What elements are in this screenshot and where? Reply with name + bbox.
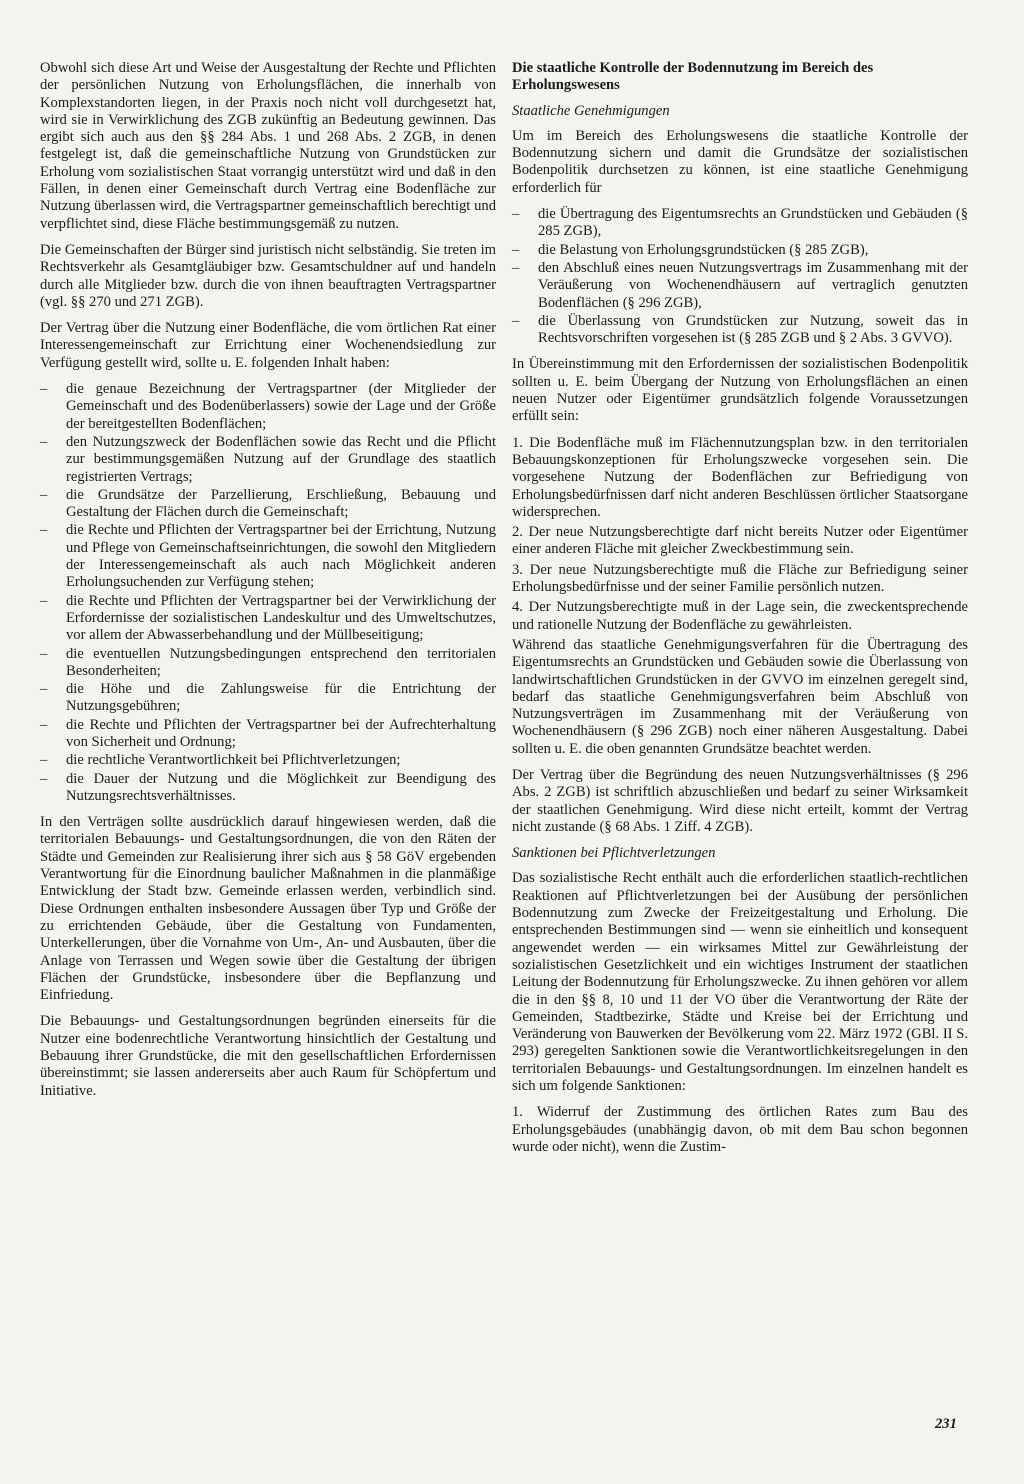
list-item: – die Überlassung von Grundstücken zur Nutzung, soweit das in Rechtsvorschriften vorgesehen ist (§ 285 ZGB und § 2 Abs. 3 GVVO). (512, 313, 968, 348)
paragraph: Der Vertrag über die Begründung des neuen Nutzungsverhältnisses (§ 296 Abs. 2 ZGB) ist schriftlich abzuschließen und bedarf zu seiner Wirksamkeit der staatlichen Genehmigung. Wird diese nicht erteilt, kommt der Vertrag nicht zustande (§ 68 Abs. 1 Ziff. 4 ZGB). (512, 766, 968, 835)
right-column (512, 60, 968, 1165)
list-item: – die rechtliche Verantwortlichkeit bei Pflichtverletzungen; (40, 752, 496, 769)
requirements-list (512, 435, 968, 634)
list-item: – die Grundsätze der Parzellierung, Erschließung, Bebauung und Gestaltung der Flächen durch die Gemeinschaft; (40, 487, 496, 522)
list-item: – den Nutzungszweck der Bodenflächen sowie das Recht und die Pflicht zur bestimmungsgemäßen Nutzung auf der Grundlage des staatlich registrierten Vertrags; (40, 434, 496, 486)
paragraph: In den Verträgen sollte ausdrücklich darauf hingewiesen werden, daß die territorialen Bebauungs- und Gestaltungsordnungen, die von den Räten der Städte und Gemeinden zur Realisierung ihrer sich aus § 58 GöV ergebenden Verantwortung für die Einordnung baulicher Maßnahmen in die planmäßige Entwicklung der Stadt bzw. Gemeinde erlassen werden, verbindlich sind. Diese Ordnungen enthalten insbesondere Aussagen über Typ und Größe der zu errichtenden Gebäude, über die Gestaltung von Fundamenten, Unterkellerungen, über die Vornahme von Um-, An- und Ausbauten, über die Anlage von Terrassen und Wegen sowie über die Gestaltung der übrigen Flächen der Grundstücke, insbesondere über die Bepflanzung und Einfriedung. (40, 814, 496, 1004)
left-column (40, 60, 496, 1109)
list-item: – die eventuellen Nutzungsbedingungen entsprechend den territorialen Besonderheiten; (40, 646, 496, 681)
subsection-heading: Sanktionen bei Pflichtverletzungen (512, 845, 716, 862)
list-item: – die Höhe und die Zahlungsweise für die Entrichtung der Nutzungsgebühren; (40, 681, 496, 716)
list-item: – die Rechte und Pflichten der Vertragspartner bei der Aufrechterhaltung von Sicherheit und Ordnung; (40, 717, 496, 752)
approval-list (512, 206, 968, 347)
numbered-item: 2. Der neue Nutzungsberechtigte darf nicht bereits Nutzer oder Eigentümer einer anderen Fläche mit gleicher Zweckbestimmung sein. (512, 524, 968, 558)
paragraph: Obwohl sich diese Art und Weise der Ausgestaltung der Rechte und Pflichten der persönlichen Nutzung von Erholungsflächen, die innerhalb von Komplexstandorten liegen, in der Praxis noch nicht voll durchgesetzt hat, wird sie in Verwirklichung des ZGB zukünftig an Bedeutung gewinnen. Das ergibt sich auch aus den §§ 284 Abs. 1 und 268 Abs. 2 ZGB, in denen festgelegt ist, daß die gemeinschaftliche Nutzung von Grundstücken zur Erholung vom sozialistischen Staat vorrangig unterstützt wird und daß in den Fällen, in denen einer Gemeinschaft durch Vertrag eine Bodenfläche zur Nutzung überlassen wird, die Vertragspartner gemeinschaftlich berechtigt und verpflichtet sind, diese Fläche bestimmungsgemäß zu nutzen. (40, 60, 496, 232)
paragraph: Der Vertrag über die Nutzung einer Bodenfläche, die vom örtlichen Rat einer Interessengemeinschaft zur Errichtung einer Wochenendsiedlung zur Verfügung gestellt wird, sollte u. E. folgenden Inhalt haben: (40, 320, 496, 371)
paragraph: Die Bebauungs- und Gestaltungsordnungen begründen einerseits für die Nutzer eine bodenrechtliche Verantwortung hinsichtlich der Gestaltung und Bebauung ihrer Grundstücke, die mit den gesellschaftlichen Erfordernissen übereinstimmt; sie lassen andererseits aber auch Raum für Schöpfertum und Initiative. (40, 1013, 496, 1099)
list-item: – die Belastung von Erholungsgrundstücken (§ 285 ZGB), (512, 242, 968, 259)
numbered-item: 4. Der Nutzungsberechtigte muß in der Lage sein, die zweckentsprechende und rationelle Nutzung der Bodenfläche zu gewährleisten. (512, 599, 968, 633)
paragraph: In Übereinstimmung mit den Erfordernissen der sozialistischen Bodenpolitik sollten u. E. beim Übergang der Nutzung von Erholungsflächen an einen neuen Nutzer oder Eigentümer grundsätzlich folgende Voraussetzungen erfüllt sein: (512, 356, 968, 425)
contract-content-list (40, 381, 496, 805)
list-item: – den Abschluß eines neuen Nutzungsvertrags im Zusammenhang mit der Veräußerung von Wochenendhäusern auf vertraglich genutzten Bodenflächen (§ 296 ZGB), (512, 260, 968, 312)
numbered-item: 1. Die Bodenfläche muß im Flächennutzungsplan bzw. in den territorialen Bebauungskonzeptionen für Erholungszwecke vorgesehen sein. Die vorgesehene Nutzung der Bodenflächen zur Befriedigung von Erholungsbedürfnissen darf nicht anderen Beschlüssen örtlicher Staatsorgane widersprechen. (512, 434, 968, 520)
paragraph: 1. Widerruf der Zustimmung des örtlichen Rates zum Bau des Erholungsgebäudes (unabhängig davon, ob mit dem Bau schon begonnen wurde oder nicht), wenn die Zustim- (512, 1104, 968, 1155)
list-item: – die genaue Bezeichnung der Vertragspartner (der Mitglieder der Gemeinschaft und des Bodenüberlassers) sowie der Lage und der Größe der bereitgestellten Bodenflächen; (40, 381, 496, 433)
paragraph: Um im Bereich des Erholungswesens die staatliche Kontrolle der Bodennutzung sichern und damit die Grundsätze der sozialistischen Bodenpolitik durchsetzen zu können, ist eine staatliche Genehmigung erforderlich für (512, 127, 968, 196)
list-item: – die Übertragung des Eigentumsrechts an Grundstücken und Gebäuden (§ 285 ZGB), (512, 206, 968, 241)
subsection-heading: Staatliche Genehmigungen (512, 102, 670, 119)
page-number: 231 (935, 1416, 957, 1432)
section-heading: Die staatliche Kontrolle der Bodennutzung im Bereich des Erholungswesens (512, 60, 874, 94)
paragraph: Während das staatliche Genehmigungsverfahren für die Übertragung des Eigentumsrechts an Grundstücken und Gebäuden sowie die Überlassung von landwirtschaftlichen Grundstücken in der GVVO im einzelnen geregelt sind, bedarf das staatliche Genehmigungsverfahren beim Abschluß von Nutzungsverträgen im Zusammenhang mit der Veräußerung von Wochenendhäusern (§ 296 ZGB) noch einer näheren Ausgestaltung. Dabei sollten u. E. die oben genannten Grundsätze beachtet werden. (512, 636, 968, 757)
list-item: – die Rechte und Pflichten der Vertragspartner bei der Errichtung, Nutzung und Pflege von Gemeinschaftseinrichtungen, die sowohl den Mitgliedern der Interessengemeinschaft als auch nach Möglichkeit anderen Erholungsuchenden zur Verfügung stehen; (40, 522, 496, 591)
numbered-item: 3. Der neue Nutzungsberechtigte muß die Fläche zur Befriedigung seiner Erholungsbedürfnisse und der seiner Familie persönlich nutzen. (512, 561, 968, 596)
paragraph: Das sozialistische Recht enthält auch die erforderlichen staatlich-rechtlichen Reaktionen auf Pflichtverletzungen bei der Ausübung der persönlichen Bodennutzung zum Zwecke der Freizeitgestaltung und Erholung. Die entsprechenden Bestimmungen sind — wenn sie einheitlich und konsequent angewendet werden — ein wirksames Mittel zur Gewährleistung der sozialistischen Gesetzlichkeit und ein wichtiges Instrument der staatlichen Leitung der Bodennutzung für Erholungszwecke. Zu ihnen gehören vor allem die in den §§ 8, 10 und 11 der VO über die Verantwortung der Räte der Gemeinden, Stadtbezirke, Städte und Kreise bei der Errichtung und Veränderung von Bauwerken der Bevölkerung vom 22. März 1972 (GBl. II S. 293) geregelten Sanktionen sowie die Verantwortlichkeitsregelungen in den territorialen Bebauungs- und Gestaltungsordnungen. Im einzelnen handelt es sich um folgende Sanktionen: (512, 870, 968, 1095)
paragraph: Die Gemeinschaften der Bürger sind juristisch nicht selbständig. Sie treten im Rechtsverkehr als Gesamtgläubiger bzw. Gesamtschuldner auf und handeln durch alle Mitglieder bzw. durch die von ihnen beauftragten Vertragspartner (vgl. §§ 270 und 271 ZGB). (40, 241, 496, 310)
list-item: – die Dauer der Nutzung und die Möglichkeit zur Beendigung des Nutzungsrechtsverhältnisses. (40, 771, 496, 806)
list-item: – die Rechte und Pflichten der Vertragspartner bei der Verwirklichung der Erfordernisse der sozialistischen Landeskultur und des Umweltschutzes, vor allem der Abwasserbehandlung und der Müllbeseitigung; (40, 593, 496, 645)
